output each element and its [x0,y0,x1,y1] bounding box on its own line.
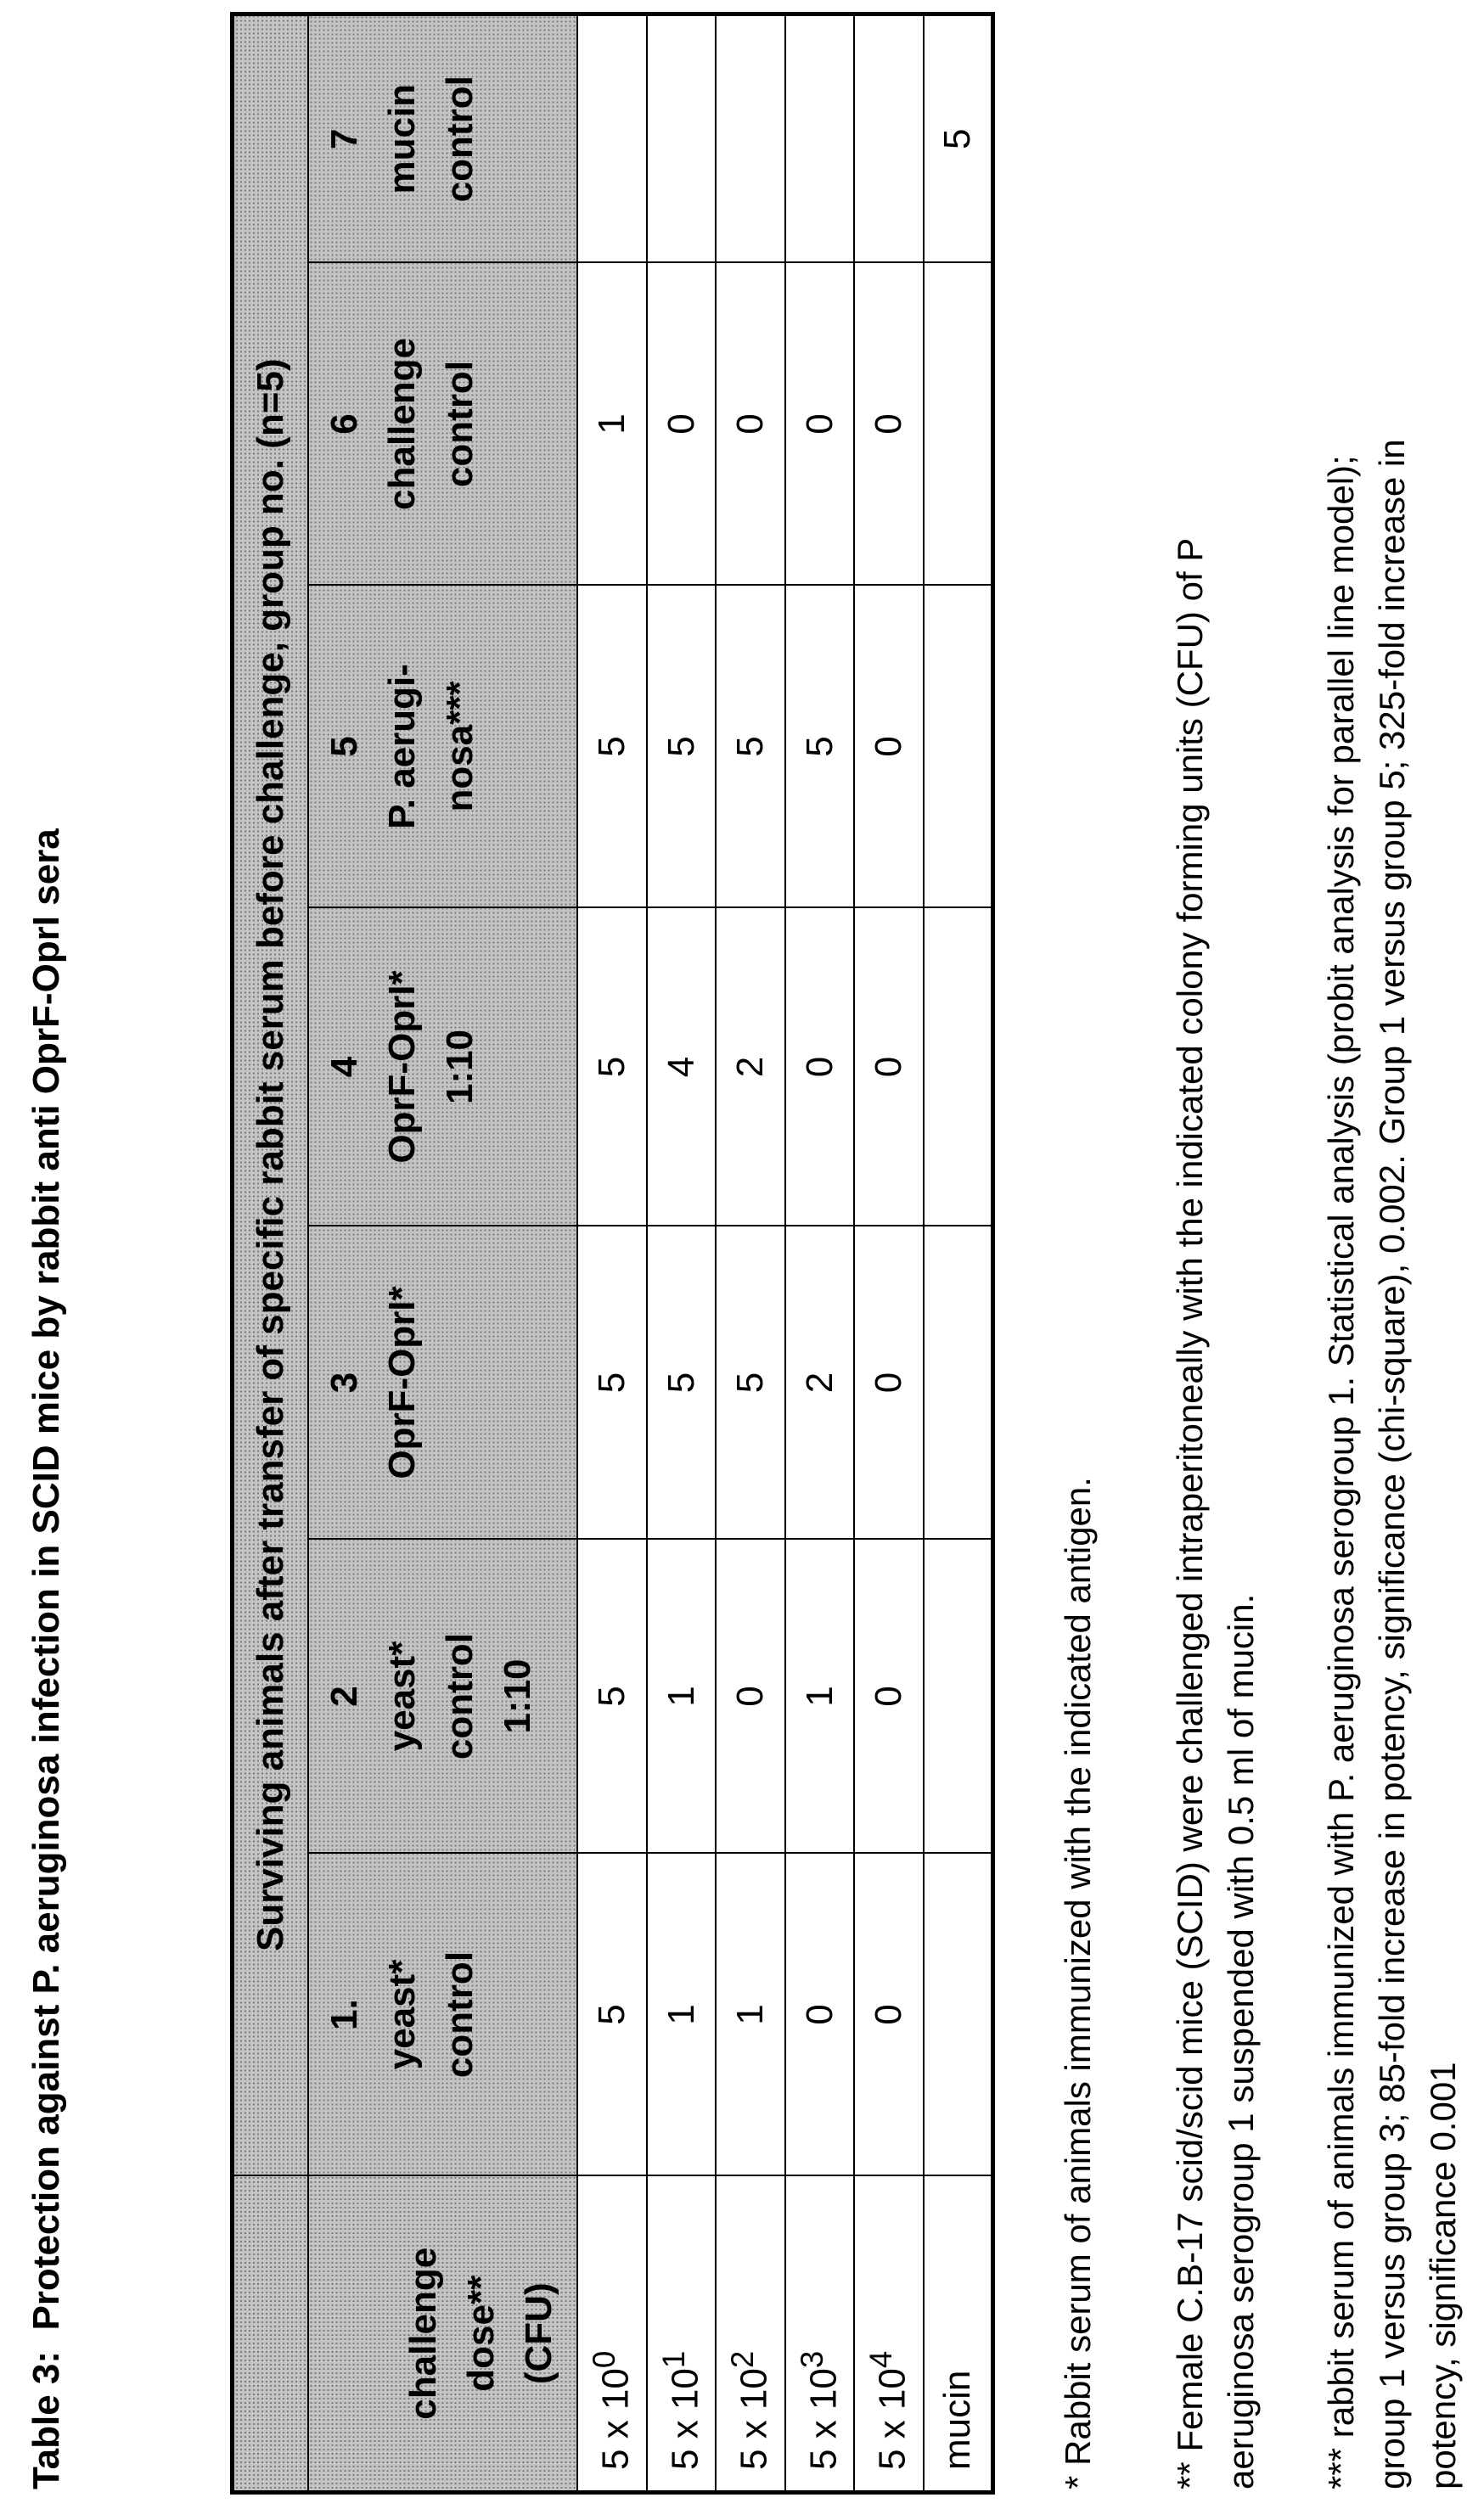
dose-exponent: 3 [795,2351,829,2368]
survivors-cell: 0 [854,908,924,1226]
survivors-cell: 5 [577,1854,647,2176]
footnote-line: potency, significance 0.001 [1418,11,1467,2489]
group-number: 6 [316,264,374,585]
group-label-line: control [431,1541,489,1853]
survivors-cell: 5 [785,586,855,908]
dose-base: 5 x 10 [664,2368,705,2470]
survivors-cell [924,1540,993,1854]
footnote-line: * Rabbit serum of animals immunized with the indicated antigen. [1053,11,1104,2489]
dose-exponent: 1 [656,2351,691,2368]
survivors-cell: 0 [854,263,924,586]
survivors-cell: 5 [716,586,785,908]
group-label-line: P. aerugi- [374,587,431,907]
survivors-cell: 5 [577,1226,647,1540]
survivors-cell: 0 [785,1854,855,2176]
survivors-cell: 2 [716,908,785,1226]
dose-base: 5 x 10 [802,2368,844,2470]
survivors-cell [785,14,855,262]
survivors-cell: 5 [716,1226,785,1540]
group-label-line: yeast* [374,1855,431,2175]
table-row [577,14,647,2492]
table-row [785,14,855,2492]
survivors-cell [924,1854,993,2176]
group-label-line: OprF-OprI* [374,1227,431,1539]
group-label-line: challenge [374,264,431,585]
survivors-cell: 1 [647,1540,717,1854]
header-line: (CFU) [510,2177,568,2491]
table-row [854,14,924,2492]
footnote-2 [1165,11,1267,2489]
dose-base: 5 x 10 [872,2368,913,2470]
dose-exponent: 0 [587,2351,621,2368]
footnote-line: ** Female C.B-17 scid/scid mice (SCID) were challenged intraperitoneally with the indicated colony forming units (CFU) of P [1165,11,1216,2489]
survivors-cell: 5 [577,586,647,908]
dose-cell [924,2176,993,2493]
dose-cell [647,2176,717,2493]
group-label-line: OprF-OprI* [374,909,431,1226]
group-3-header [308,1226,577,1540]
survivors-cell: 0 [785,908,855,1226]
dose-exponent: 2 [725,2351,760,2368]
column-header-row [308,14,577,2492]
table-row [924,14,993,2492]
header-line: dose** [452,2177,510,2491]
survivors-cell: 1 [647,1854,717,2176]
survivors-cell: 5 [647,586,717,908]
footnote-1 [1053,11,1104,2489]
survivors-cell: 2 [785,1226,855,1540]
survivors-cell [647,14,717,262]
protection-table [230,12,995,2495]
dose-cell [785,2176,855,2493]
survivors-cell: 0 [854,1854,924,2176]
footnote-line: group 1 versus group 3; 85-fold increase in potency, significance (chi-square), 0.002. Group 1 versus group 5; 325-fold increase in [1367,11,1418,2489]
survivors-cell: 5 [924,14,993,262]
challenge-dose-header [308,2176,577,2493]
table-title: Table 3: Protection against P. aeruginosa infection in SCID mice by rabbit anti OprF-OprI sera [25,828,68,2489]
group-number: 7 [316,16,374,262]
dose-exponent: 4 [863,2351,898,2368]
group-label-line: nosa*** [431,587,489,907]
footnote-3 [1316,11,1467,2489]
group-5-header [308,586,577,908]
survivors-cell [854,14,924,262]
dose-cell [854,2176,924,2493]
document-page [0,0,1467,2520]
survivors-cell: 1 [785,1540,855,1854]
group-number: 1. [316,1855,374,2175]
group-label-line: mucin [374,16,431,262]
survivors-cell: 5 [577,1540,647,1854]
group-4-header [308,908,577,1226]
table-row [716,14,785,2492]
group-label-line: control [431,1855,489,2175]
survivors-cell: 0 [716,263,785,586]
survivors-cell: 1 [577,263,647,586]
survivors-cell: 0 [854,1226,924,1540]
group-number: 4 [316,909,374,1226]
group-label-line: 1:10 [431,909,489,1226]
table-row [647,14,717,2492]
survivors-cell [924,1226,993,1540]
group-label-line: yeast* [374,1541,431,1853]
survivors-cell: 5 [647,1226,717,1540]
dose-base: 5 x 10 [734,2368,775,2470]
group-label-line: 1:10 [489,1541,547,1853]
group-2-header [308,1540,577,1854]
survivors-cell: 4 [647,908,717,1226]
footnote-line: aeruginosa serogroup 1 suspended with 0.5 ml of mucin. [1216,11,1267,2489]
survivors-cell [924,263,993,586]
group-label-line: control [431,16,489,262]
survivors-cell: 0 [785,263,855,586]
survivors-cell [924,586,993,908]
dose-base: mucin [936,2371,978,2470]
dose-cell [716,2176,785,2493]
survivors-cell [924,908,993,1226]
survivors-cell: 0 [716,1540,785,1854]
survivors-cell [716,14,785,262]
empty-header-cell [233,2176,309,2493]
group-number: 2 [316,1541,374,1853]
group-number: 3 [316,1227,374,1539]
footnote-line: *** rabbit serum of animals immunized with P. aeruginosa serogroup 1. Statistical analysis (probit analysis for parallel line model); [1316,11,1367,2489]
group-number: 5 [316,587,374,907]
group-label-line: control [431,264,489,585]
survivors-cell: 1 [716,1854,785,2176]
group-1-header [308,1854,577,2176]
dose-cell [577,2176,647,2493]
survivors-cell: 0 [854,586,924,908]
survivors-cell [577,14,647,262]
group-7-header [308,14,577,262]
header-line: challenge [395,2177,452,2491]
survivors-cell: 0 [647,263,717,586]
group-header-row [233,14,309,2492]
survivors-cell: 0 [854,1540,924,1854]
dose-base: 5 x 10 [595,2368,637,2470]
surviving-animals-header: Surviving animals after transfer of specific rabbit serum before challenge, group no. (n=5) [233,14,309,2175]
survivors-cell: 5 [577,908,647,1226]
group-6-header [308,263,577,586]
